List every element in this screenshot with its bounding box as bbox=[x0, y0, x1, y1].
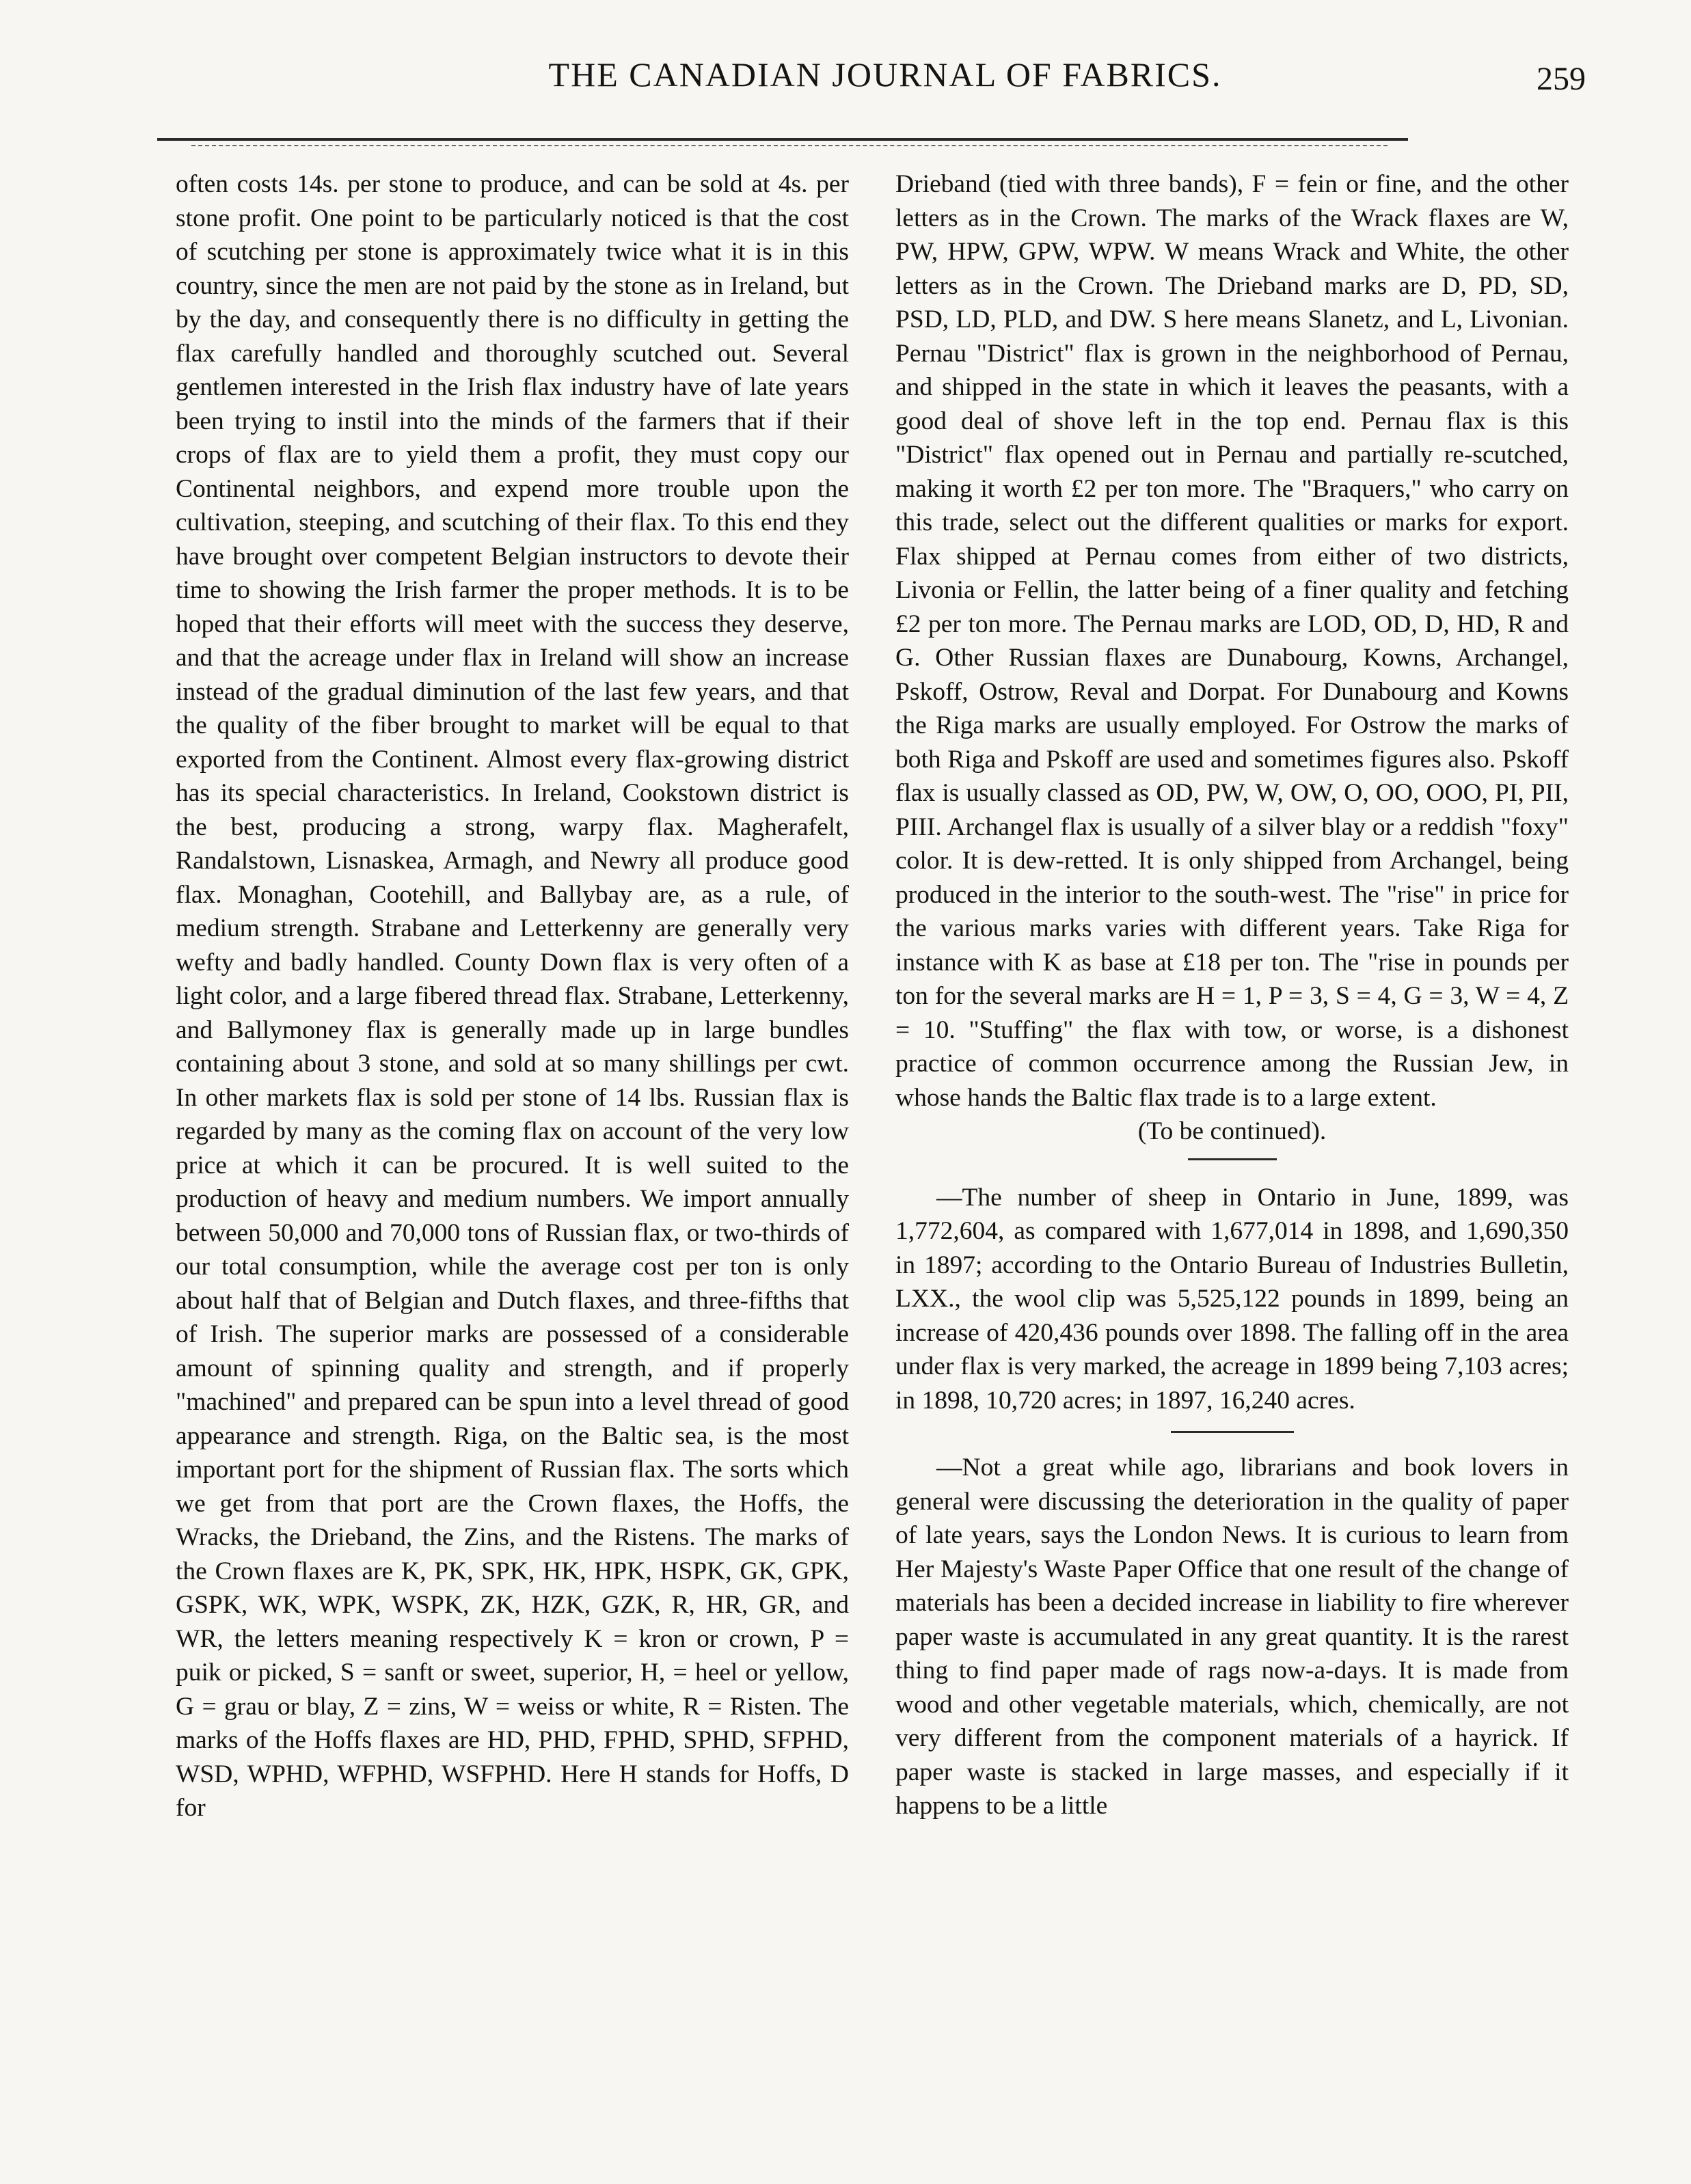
news-item-sheep: —The number of sheep in Ontario in June, 1899, was 1,772,604, as compared with 1,677,014 in 1898, and 1,690,350 in 1897; according to the Ontario Bureau of Industries Bulletin, LXX., the wool clip was 5,525,122 pounds in 1899, being an increase of 420,436 pounds over 1898. The falling off in the area under flax is very marked, the acreage in 1899 being 7,103 acres; in 1898, 10,720 acres; in 1897, 16,240 acres. bbox=[895, 1183, 1569, 1415]
page-header bbox=[164, 55, 1606, 130]
left-column bbox=[176, 167, 849, 1825]
section-divider bbox=[1188, 1158, 1277, 1160]
article-paragraph: Drieband (tied with three bands), F = fein or fine, and the other letters as in the Crown. The marks of the Wrack flaxes are W, PW, HPW, GPW, WPW. W means Wrack and White, the other letters as in the Crown. The Drieband marks are D, PD, SD, PSD, LD, PLD, and DW. S here means Slanetz, and L, Livonian. Pernau "District" flax is grown in the neighborhood of Pernau, and shipped in the state in which it leaves the peasants, with a good deal of shove left in the top end. Pernau flax is this "District" flax opened out in Pernau and partially re-scutched, making it worth £2 per ton more. The "Braquers," who carry on this trade, select out the different qualities or marks for export. Flax shipped at Pernau comes from either of two districts, Livonia or Fellin, the latter being of a finer quality and fetching £2 per ton more. The Pernau marks are LOD, OD, D, HD, R and G. Other Russian flaxes are Dunabourg, Kowns, Archangel, Pskoff, Ostrow, Reval and Dorpat. For Dunabourg and Kowns the Riga marks are usually employed. For Ostrow the marks of both Riga and Pskoff are used and sometimes figures also. Pskoff flax is usually classed as OD, PW, W, OW, O, OO, OOO, PI, PII, PIII. Archangel flax is usually of a silver blay or a reddish "foxy" color. It is dew-retted. It is only shipped from Archangel, being produced in the interior to the south-west. The "rise" in price for the various marks varies with different years. Take Riga for instance with K as base at £18 per ton. The "rise in pounds per ton for the several marks are H = 1, P = 3, S = 4, G = 3, W = 4, Z = 10. "Stuffing" the flax with tow, or worse, is a dishonest practice of common occurrence among the Russian Jew, in whose hands the Baltic flax trade is to a large extent. bbox=[895, 170, 1569, 1112]
section-divider bbox=[1171, 1431, 1294, 1433]
running-title: THE CANADIAN JOURNAL OF FABRICS. bbox=[548, 55, 1222, 94]
continued-note: (To be continued). bbox=[1137, 1117, 1327, 1145]
article-paragraph: often costs 14s. per stone to produce, and can be sold at 4s. per stone profit. One point to be particularly noticed is that the cost of scutching per stone is approximately twice what it is in this country, since the men are not paid by the stone as in Ireland, but by the day, and consequently there is no difficulty in getting the flax carefully handled and thoroughly scutched out. Several gentlemen interested in the Irish flax industry have of late years been trying to instil into the minds of the farmers that if their crops of flax are to yield them a profit, they must copy our Continental neighbors, and expend more trouble upon the cultivation, steeping, and scutching of their flax. To this end they have brought over competent Belgian instructors to devote their time to showing the Irish farmer the proper methods. It is to be hoped that their efforts will meet with the success they deserve, and that the acreage under flax in Ireland will show an increase instead of the gradual diminution of the last few years, and that the quality of the fiber brought to market will be equal to that exported from the Continent. Almost every flax-growing district has its special characteristics. In Ireland, Cookstown district is the best, producing a strong, warpy flax. Magherafelt, Randalstown, Lisnaskea, Armagh, and Newry all produce good flax. Monaghan, Cootehill, and Ballybay are, as a rule, of medium strength. Strabane and Letterkenny are generally very wefty and badly handled. County Down flax is very often of a light color, and a large fibered thread flax. Strabane, Letterkenny, and Ballymoney flax is generally made up in large bundles containing about 3 stone, and sold at so many shillings per cwt. In other markets flax is sold per stone of 14 lbs. Russian flax is regarded by many as the coming flax on account of the very low price at which it can be procured. It is well suited to the production of heavy and medium numbers. We import annually between 50,000 and 70,000 tons of Russian flax, or two-thirds of our total consumption, while the average cost per ton is only about half that of Belgian and Dutch flaxes, and three-fifths that of Irish. The superior marks are possessed of a considerable amount of spinning quality and strength, and if properly "machined" and prepared can be spun into a level thread of good appearance and strength. Riga, on the Baltic sea, is the most important port for the shipment of Russian flax. The sorts which we get from that port are the Crown flaxes, the Hoffs, the Wracks, the Drieband, the Zins, and the Ristens. The marks of the Crown flaxes are K, PK, SPK, HK, HPK, HSPK, GK, GPK, GSPK, WK, WPK, WSPK, ZK, HZK, GZK, R, HR, GR, and WR, the letters meaning respectively K = kron or crown, P = puik or picked, S = sanft or sweet, superior, H, = heel or yellow, G = grau or blay, Z = zins, W = weiss or white, R = Risten. The marks of the Hoffs flaxes are HD, PHD, FPHD, SPHD, SFPHD, WSD, WPHD, WFPHD, WSFPHD. Here H stands for Hoffs, D for bbox=[176, 170, 849, 1822]
news-item-paper: —Not a great while ago, librarians and book lovers in general were discussing the deterioration in the quality of paper of late years, says the London News. It is curious to learn from Her Majesty's Waste Paper Office that one result of the change of materials has been a decided increase in liability to fire wherever paper waste is accumulated in any great quantity. It is the rarest thing to find paper made of rags now-a-days. It is made from wood and other vegetable materials, which, chemically, are not very different from the component materials of a hayrick. If paper waste is stacked in large masses, and especially if it happens to be a little bbox=[895, 1453, 1569, 1820]
header-rule bbox=[157, 138, 1408, 141]
header-rule-dashed bbox=[191, 145, 1388, 146]
right-column bbox=[895, 167, 1569, 1823]
page-number: 259 bbox=[1537, 61, 1586, 97]
